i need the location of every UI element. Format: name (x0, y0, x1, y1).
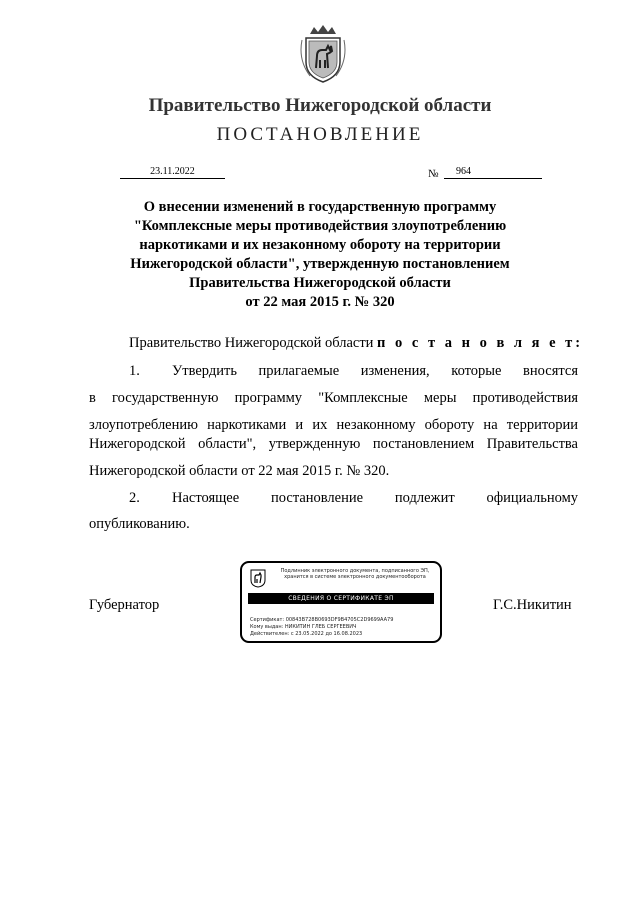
signatory-title: Губернатор (89, 597, 160, 613)
stamp-note (272, 568, 438, 580)
stamp-note-line: Подлинник электронного документа, подписанного ЭП, (280, 568, 430, 574)
certificate-id: Сертификат: 00843B728B0693DF9B4705C2D9699AA79 (250, 617, 394, 623)
coat-of-arms-icon (300, 24, 346, 84)
stamp-certificate-band: СВЕДЕНИЯ О СЕРТИФИКАТЕ ЭП (248, 593, 434, 604)
number-mark: № (428, 168, 439, 180)
heading-line: О внесении изменений в государственную программу (143, 199, 497, 215)
paragraph-1-line: в государственную программу "Комплексные меры противодействия (89, 390, 578, 406)
heading-line: от 22 мая 2015 г. № 320 (245, 294, 395, 310)
stamp-note-line: хранится в системе электронного документооборота (284, 574, 426, 580)
deer-emblem-icon (250, 568, 266, 588)
heading-line: Правительства Нижегородской области (189, 275, 451, 291)
document-date: 23.11.2022 (120, 166, 225, 179)
paragraph-1-number: 1. (129, 363, 140, 379)
document-heading (100, 198, 540, 312)
paragraph-2-line: Настоящее постановление подлежит официальному (172, 490, 578, 506)
paragraph-1-line: Нижегородской области", утвержденную постановлением Правительства (89, 436, 578, 452)
paragraph-1-line: злоупотреблению наркотиками и их незаконному обороту на территории (89, 417, 578, 433)
signatory-name: Г.С.Никитин (493, 597, 572, 613)
preamble (129, 335, 583, 352)
paragraph-2-last-line: опубликованию. (89, 516, 190, 532)
heading-line: наркотиками и их незаконному обороту на территории (139, 237, 501, 253)
paragraph-2-number: 2. (129, 490, 140, 506)
preamble-subject: Правительство Нижегородской области (129, 335, 374, 351)
preamble-verb: п о с т а н о в л я е т: (377, 335, 584, 351)
certificate-validity: Действителен: с 23.05.2022 до 16.08.2023 (250, 631, 363, 637)
heading-line: Нижегородской области", утвержденную постановлением (130, 256, 510, 272)
electronic-signature-stamp (240, 561, 442, 643)
heading-line: "Комплексные меры противодействия злоупотреблению (133, 218, 507, 234)
certificate-owner: Кому выдан: НИКИТИН ГЛЕБ СЕРГЕЕВИЧ (250, 624, 357, 630)
document-type: ПОСТАНОВЛЕНИЕ (216, 124, 424, 145)
paragraph-1-last-line: Нижегородской области от 22 мая 2015 г. № 320. (89, 463, 390, 479)
document-number: 964 (444, 166, 542, 179)
organization-title: Правительство Нижегородской области (148, 95, 492, 116)
paragraph-1-line: Утвердить прилагаемые изменения, которые вносятся (172, 363, 578, 379)
